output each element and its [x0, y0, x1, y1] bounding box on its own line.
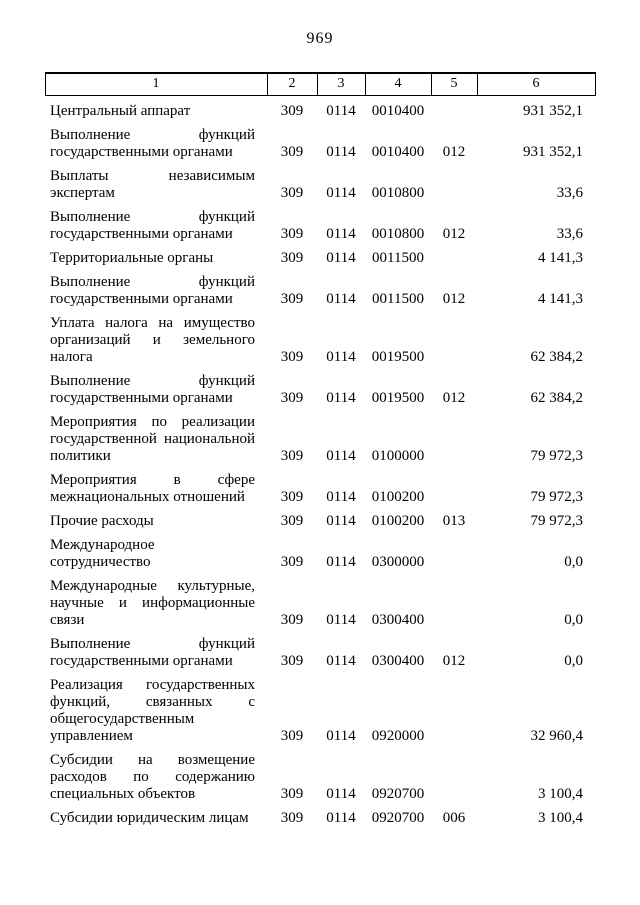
table-row — [45, 506, 595, 530]
cell-target-item: 0010800 — [371, 185, 425, 201]
cell-target-item: 0100000 — [371, 448, 425, 464]
cell-section: 0114 — [326, 489, 356, 505]
row-name: Прочие расходы — [50, 513, 154, 529]
cell-section: 0114 — [326, 612, 356, 628]
cell-target-item: 0300400 — [371, 612, 425, 628]
cell-grbs: 309 — [280, 786, 304, 802]
cell-grbs: 309 — [280, 554, 304, 570]
cell-expense-type: 012 — [442, 144, 466, 160]
cell-grbs: 309 — [280, 291, 304, 307]
header-cell-6: 6 — [477, 73, 595, 96]
budget-table — [45, 72, 596, 827]
cell-expense-type — [431, 407, 477, 465]
table-row — [45, 629, 595, 670]
cell-section: 0114 — [326, 786, 356, 802]
cell-amount: 79 972,3 — [530, 513, 583, 529]
cell-section: 0114 — [326, 291, 356, 307]
cell-grbs: 309 — [280, 103, 304, 119]
page-number: 969 — [306, 30, 334, 47]
cell-expense-type — [431, 670, 477, 745]
cell-section: 0114 — [326, 448, 356, 464]
cell-section: 0114 — [326, 144, 356, 160]
cell-grbs: 309 — [280, 185, 304, 201]
cell-expense-type: 012 — [442, 653, 466, 669]
cell-target-item: 0100200 — [371, 513, 425, 529]
cell-amount: 0,0 — [564, 612, 583, 628]
cell-grbs: 309 — [280, 728, 304, 744]
table-body — [45, 96, 595, 828]
row-name: Центральный аппарат — [50, 103, 191, 119]
cell-target-item: 0300000 — [371, 554, 425, 570]
cell-grbs: 309 — [280, 612, 304, 628]
table-row — [45, 407, 595, 465]
cell-amount: 33,6 — [556, 185, 583, 201]
cell-expense-type: 012 — [442, 226, 466, 242]
cell-amount: 931 352,1 — [523, 144, 583, 160]
cell-target-item: 0010800 — [371, 226, 425, 242]
cell-section: 0114 — [326, 250, 356, 266]
cell-grbs: 309 — [280, 513, 304, 529]
row-name: Выплаты независимым экспертам — [50, 168, 255, 201]
cell-expense-type: 013 — [442, 513, 466, 529]
cell-expense-type — [431, 243, 477, 267]
table-header — [45, 73, 595, 96]
cell-grbs: 309 — [280, 489, 304, 505]
table-header-row — [45, 73, 595, 96]
cell-target-item: 0920700 — [371, 810, 425, 826]
cell-section: 0114 — [326, 349, 356, 365]
header-cell-1: 1 — [45, 73, 267, 96]
cell-amount: 33,6 — [556, 226, 583, 242]
table-row — [45, 670, 595, 745]
cell-section: 0114 — [326, 226, 356, 242]
table-row — [45, 202, 595, 243]
cell-amount: 79 972,3 — [530, 448, 583, 464]
cell-target-item: 0010400 — [371, 144, 425, 160]
cell-grbs: 309 — [280, 226, 304, 242]
table-row — [45, 745, 595, 803]
cell-grbs: 309 — [280, 349, 304, 365]
cell-target-item: 0011500 — [372, 291, 424, 307]
cell-amount: 79 972,3 — [530, 489, 583, 505]
cell-expense-type — [431, 465, 477, 506]
cell-expense-type — [431, 571, 477, 629]
cell-expense-type: 006 — [442, 810, 466, 826]
row-name: Выполнение функций государственными органами — [50, 274, 255, 307]
table-row — [45, 267, 595, 308]
cell-section: 0114 — [326, 103, 356, 119]
row-name: Выполнение функций государственными органами — [50, 636, 255, 669]
header-cell-3: 3 — [317, 73, 365, 96]
cell-section: 0114 — [326, 554, 356, 570]
cell-amount: 3 100,4 — [538, 810, 583, 826]
cell-target-item: 0100200 — [371, 489, 425, 505]
table-row — [45, 465, 595, 506]
cell-expense-type — [431, 96, 477, 121]
cell-amount: 62 384,2 — [530, 390, 583, 406]
cell-target-item: 0010400 — [371, 103, 425, 119]
cell-grbs: 309 — [280, 144, 304, 160]
row-name: Уплата налога на имущество организаций и земельного налога — [50, 315, 255, 365]
table-row — [45, 96, 595, 121]
header-cell-5: 5 — [431, 73, 477, 96]
cell-target-item: 0920000 — [371, 728, 425, 744]
cell-amount: 62 384,2 — [530, 349, 583, 365]
table-row — [45, 243, 595, 267]
cell-grbs: 309 — [280, 250, 304, 266]
cell-amount: 3 100,4 — [538, 786, 583, 802]
row-name: Выполнение функций государственными органами — [50, 209, 255, 242]
cell-target-item: 0300400 — [371, 653, 425, 669]
cell-section: 0114 — [326, 390, 356, 406]
cell-target-item: 0920700 — [371, 786, 425, 802]
cell-grbs: 309 — [280, 810, 304, 826]
row-name: Мероприятия по реализации государственной национальной политики — [50, 414, 255, 464]
cell-grbs: 309 — [280, 448, 304, 464]
cell-expense-type — [431, 745, 477, 803]
row-name: Выполнение функций государственными органами — [50, 373, 255, 406]
row-name: Международное сотрудничество — [50, 537, 155, 570]
table-row — [45, 161, 595, 202]
cell-expense-type — [431, 308, 477, 366]
row-name: Субсидии юридическим лицам — [50, 810, 249, 826]
cell-section: 0114 — [326, 653, 356, 669]
table-row — [45, 530, 595, 571]
cell-target-item: 0019500 — [371, 390, 425, 406]
cell-target-item: 0019500 — [371, 349, 425, 365]
cell-expense-type — [431, 530, 477, 571]
table-row — [45, 571, 595, 629]
header-cell-4: 4 — [365, 73, 431, 96]
cell-grbs: 309 — [280, 653, 304, 669]
table-row — [45, 308, 595, 366]
cell-amount: 4 141,3 — [538, 291, 583, 307]
cell-expense-type: 012 — [442, 291, 466, 307]
row-name: Выполнение функций государственными органами — [50, 127, 255, 160]
cell-amount: 32 960,4 — [530, 728, 583, 744]
row-name: Международные культурные, научные и информационные связи — [50, 578, 255, 628]
cell-target-item: 0011500 — [372, 250, 424, 266]
cell-section: 0114 — [326, 810, 356, 826]
table-row — [45, 803, 595, 827]
row-name: Субсидии на возмещение расходов по содержанию специальных объектов — [50, 752, 255, 802]
row-name: Территориальные органы — [50, 250, 214, 266]
cell-section: 0114 — [326, 185, 356, 201]
cell-section: 0114 — [326, 728, 356, 744]
cell-amount: 4 141,3 — [538, 250, 583, 266]
cell-amount: 0,0 — [564, 554, 583, 570]
cell-amount: 931 352,1 — [523, 103, 583, 119]
cell-section: 0114 — [326, 513, 356, 529]
cell-amount: 0,0 — [564, 653, 583, 669]
row-name: Мероприятия в сфере межнациональных отношений — [50, 472, 255, 505]
table-row — [45, 120, 595, 161]
cell-expense-type: 012 — [442, 390, 466, 406]
header-cell-2: 2 — [267, 73, 317, 96]
table-row — [45, 366, 595, 407]
row-name: Реализация государственных функций, связанных с общегосударственным управлением — [50, 677, 255, 744]
cell-grbs: 309 — [280, 390, 304, 406]
cell-expense-type — [431, 161, 477, 202]
